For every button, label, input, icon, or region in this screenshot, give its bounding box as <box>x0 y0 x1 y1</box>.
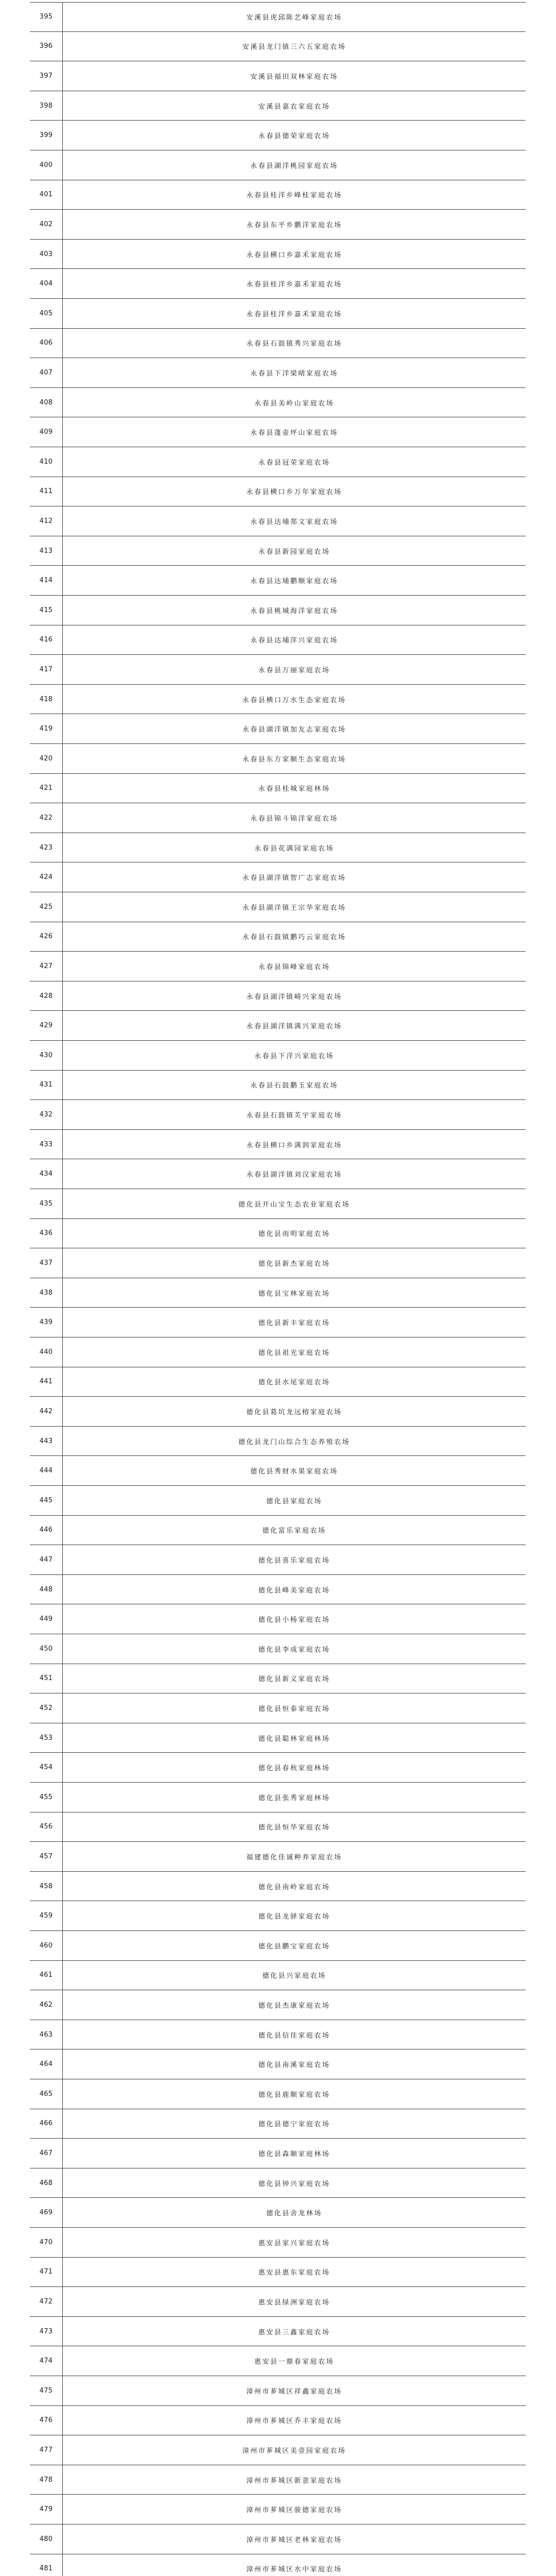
row-number-cell: 478 <box>39 2476 53 2484</box>
farm-name-cell: 德化县南岭家庭农场 <box>258 1883 331 1891</box>
row-number-cell: 445 <box>39 1496 53 1504</box>
row-number-cell: 471 <box>39 2268 53 2276</box>
table-row <box>30 1872 526 1902</box>
farm-name-cell: 永春县桂城家庭林场 <box>258 785 331 793</box>
farm-name-cell: 漳州市芗城区祥鑫家庭农场 <box>246 2387 342 2396</box>
row-number-cell: 455 <box>39 1793 53 1801</box>
table-row <box>30 1961 526 1991</box>
farm-name-cell: 福建德化佳诚种养家庭农场 <box>246 1853 342 1861</box>
farm-name-cell: 德化县龙驿家庭农场 <box>258 1913 331 1921</box>
farm-name-cell: 永春县德荣家庭农场 <box>258 132 331 141</box>
row-number-cell: 447 <box>39 1555 53 1564</box>
table-row <box>30 180 526 210</box>
table-row <box>30 596 526 625</box>
farm-name-cell: 漳州市芗城区老林家庭农场 <box>246 2536 342 2544</box>
row-number-cell: 465 <box>39 2090 53 2098</box>
farm-name-cell: 德化县张秀家庭林场 <box>258 1794 331 1802</box>
row-number-cell: 448 <box>39 1585 53 1594</box>
row-number-cell: 467 <box>39 2149 53 2157</box>
row-number-cell: 466 <box>39 2120 53 2128</box>
row-number-cell: 399 <box>39 131 53 140</box>
farm-name-cell: 德化县家庭农场 <box>266 1497 322 1505</box>
table-row <box>30 1842 526 1872</box>
farm-name-cell: 德化县雨明家庭农场 <box>258 1230 331 1239</box>
table-row <box>30 2258 526 2287</box>
farm-name-cell: 德化县新丰家庭农场 <box>258 1319 331 1328</box>
farm-name-cell: 永春县横口万水生态家庭农场 <box>242 696 346 704</box>
row-number-cell: 460 <box>39 1941 53 1950</box>
table-row <box>30 2198 526 2228</box>
row-number-cell: 449 <box>39 1615 53 1623</box>
row-number-cell: 450 <box>39 1645 53 1653</box>
table-row <box>30 1901 526 1931</box>
table-row <box>30 2228 526 2258</box>
farm-name-cell: 德化县杰康家庭农场 <box>258 2002 331 2010</box>
farm-name-cell: 永春县达埔郑文家庭农场 <box>250 518 338 526</box>
farm-name-cell: 永春县石鼓鹏玉家庭农场 <box>250 1082 338 1090</box>
row-number-cell: 408 <box>39 398 53 406</box>
table-row <box>30 388 526 418</box>
row-number-cell: 477 <box>39 2446 53 2454</box>
table-row <box>30 2079 526 2109</box>
row-number-cell: 432 <box>39 1110 53 1118</box>
table-row <box>30 1575 526 1605</box>
table-row <box>30 1248 526 1278</box>
row-number-cell: 479 <box>39 2505 53 2514</box>
farm-name-cell: 永春县冠荣家庭农场 <box>258 459 331 467</box>
row-number-cell: 458 <box>39 1882 53 1890</box>
farm-name-cell: 永春县新园家庭农场 <box>258 548 331 556</box>
row-number-cell: 472 <box>39 2297 53 2306</box>
table-row <box>30 2317 526 2347</box>
table-row <box>30 240 526 269</box>
farm-name-cell: 永春县东平乡鹏洋家庭农场 <box>246 221 342 229</box>
table-row <box>30 2524 526 2554</box>
row-number-cell: 429 <box>39 1022 53 1030</box>
farm-name-cell: 永春县桂洋乡峰桂家庭农场 <box>246 192 342 200</box>
row-number-cell: 443 <box>39 1437 53 1445</box>
farm-name-cell: 安溪县福田双林家庭农场 <box>250 73 338 81</box>
row-number-cell: 433 <box>39 1140 53 1148</box>
farm-name-cell: 惠安县一鼎春家庭农场 <box>254 2358 334 2366</box>
farm-name-cell: 德化县信佳家庭农场 <box>258 2031 331 2040</box>
farm-name-cell: 安溪县虎邱陈艺峰家庭农场 <box>246 14 342 22</box>
farm-name-cell: 德化县新杰家庭农场 <box>258 1260 331 1268</box>
table-row <box>30 150 526 180</box>
row-number-cell: 457 <box>39 1852 53 1860</box>
table-row <box>30 91 526 121</box>
table-row <box>30 2020 526 2050</box>
table-row <box>30 2 526 32</box>
table-row <box>30 625 526 655</box>
table-row <box>30 1100 526 1130</box>
row-number-cell: 400 <box>39 161 53 169</box>
farm-name-cell: 永春县湖洋镇崎兴家庭农场 <box>246 993 342 1001</box>
table-row <box>30 61 526 91</box>
farm-name-cell: 永春县下洋梁晴家庭农场 <box>250 369 338 378</box>
farm-name-cell: 永春县湖洋镇加友志家庭农场 <box>242 726 346 734</box>
row-number-cell: 464 <box>39 2060 53 2069</box>
farm-name-cell: 永春县东方家顺生态家庭农场 <box>242 755 346 764</box>
table-row <box>30 2168 526 2198</box>
table-row <box>30 1516 526 1546</box>
table-row <box>30 1753 526 1783</box>
farm-name-cell: 永春县湖洋桃园家庭农场 <box>250 162 338 170</box>
table-row <box>30 417 526 447</box>
row-number-cell: 434 <box>39 1170 53 1178</box>
row-number-cell: 456 <box>39 1823 53 1831</box>
row-number-cell: 463 <box>39 2030 53 2039</box>
row-number-cell: 412 <box>39 517 53 525</box>
table-row <box>30 655 526 685</box>
farm-name-cell: 德化县南溪家庭农场 <box>258 2061 331 2070</box>
row-number-cell: 475 <box>39 2386 53 2395</box>
table-row <box>30 1071 526 1100</box>
table-row <box>30 1783 526 1812</box>
row-number-cell: 441 <box>39 1378 53 1386</box>
row-number-cell: 405 <box>39 309 53 317</box>
row-number-cell: 420 <box>39 754 53 762</box>
table-row <box>30 32 526 62</box>
farm-name-cell: 惠安县三鑫家庭农场 <box>258 2328 331 2336</box>
table-row <box>30 1219 526 1249</box>
table-row <box>30 1634 526 1664</box>
table-row <box>30 1931 526 1961</box>
table-row <box>30 2376 526 2406</box>
farm-name-cell: 德化县恒华家庭农场 <box>258 1824 331 1832</box>
farm-name-cell: 永春县湖洋镇刘汉家庭农场 <box>246 1171 342 1179</box>
row-number-cell: 419 <box>39 725 53 733</box>
table-row <box>30 2465 526 2495</box>
farm-name-cell: 德化县德宁家庭农场 <box>258 2121 331 2129</box>
farm-name-cell: 永春县湖洋镇满兴家庭农场 <box>246 1023 342 1031</box>
table-row <box>30 1545 526 1575</box>
farm-name-cell: 漳州市芗城区美壹园家庭农场 <box>242 2447 346 2455</box>
row-number-cell: 473 <box>39 2327 53 2335</box>
farm-name-cell: 惠安县绿洲家庭农场 <box>258 2298 331 2307</box>
farm-name-cell: 德化县春秋家庭林场 <box>258 1765 331 1773</box>
row-number-cell: 407 <box>39 368 53 377</box>
row-number-cell: 452 <box>39 1704 53 1712</box>
farm-name-cell: 德化县龙门山综合生态养殖农场 <box>238 1438 350 1446</box>
table-row <box>30 536 526 566</box>
table-row <box>30 952 526 981</box>
row-number-cell: 413 <box>39 547 53 555</box>
table-row <box>30 2406 526 2436</box>
row-number-cell: 427 <box>39 962 53 970</box>
table-row <box>30 1604 526 1634</box>
row-number-cell: 470 <box>39 2238 53 2246</box>
farm-name-cell: 德化县峰美家庭农场 <box>258 1586 331 1595</box>
table-row <box>30 447 526 477</box>
row-number-cell: 446 <box>39 1526 53 1534</box>
row-number-cell: 468 <box>39 2179 53 2187</box>
farm-name-cell: 德化县鹿顺家庭农场 <box>258 2091 331 2099</box>
table-row <box>30 981 526 1011</box>
row-number-cell: 421 <box>39 784 53 792</box>
farm-name-cell: 德化县兴家庭农场 <box>262 1972 326 1980</box>
farm-name-cell: 德化县舍龙林场 <box>266 2210 322 2218</box>
farm-name-cell: 漳州市芗城区骏德家庭农场 <box>246 2506 342 2515</box>
table-row <box>30 1664 526 1694</box>
row-number-cell: 401 <box>39 191 53 199</box>
table-row <box>30 506 526 536</box>
row-number-cell: 451 <box>39 1674 53 1683</box>
farm-name-cell: 德化县小杨家庭农场 <box>258 1616 331 1624</box>
table-row <box>30 2346 526 2376</box>
farm-name-cell: 永春县湖洋镇王宗华家庭农场 <box>242 904 346 912</box>
table-row <box>30 2139 526 2168</box>
farm-name-cell: 德化县森顺家庭林场 <box>258 2150 331 2158</box>
table-row <box>30 477 526 507</box>
farm-name-cell: 永春县桃城海洋家庭农场 <box>250 607 338 615</box>
table-row <box>30 1189 526 1219</box>
farm-name-cell: 惠安县惠东家庭农场 <box>258 2269 331 2277</box>
table-row <box>30 2495 526 2524</box>
row-number-cell: 442 <box>39 1407 53 1415</box>
row-number-cell: 424 <box>39 873 53 882</box>
table-row <box>30 2109 526 2139</box>
farm-name-cell: 永春县湖洋镇智广志家庭农场 <box>242 874 346 883</box>
table-row <box>30 1308 526 1337</box>
row-number-cell: 440 <box>39 1348 53 1356</box>
farm-name-cell: 永春县达埔鹏顺家庭农场 <box>250 578 338 586</box>
table-row <box>30 1812 526 1842</box>
row-number-cell: 423 <box>39 843 53 852</box>
farm-name-cell: 永春县达埔萍兴家庭农场 <box>250 637 338 645</box>
farm-name-cell: 德化县水尾家庭农场 <box>258 1379 331 1387</box>
row-number-cell: 476 <box>39 2416 53 2425</box>
row-number-cell: 439 <box>39 1318 53 1327</box>
table-row <box>30 1990 526 2020</box>
row-number-cell: 397 <box>39 72 53 80</box>
table-row <box>30 1367 526 1397</box>
table-row <box>30 1159 526 1189</box>
row-number-cell: 414 <box>39 577 53 585</box>
farm-name-cell: 永春县石鼓镇鹏巧云家庭农场 <box>242 934 346 942</box>
row-number-cell: 430 <box>39 1051 53 1059</box>
table-row <box>30 1130 526 1160</box>
table-row <box>30 2287 526 2317</box>
row-number-cell: 417 <box>39 665 53 673</box>
table-row <box>30 1041 526 1071</box>
table-row <box>30 892 526 922</box>
table-row <box>30 269 526 299</box>
farm-name-cell: 德化富乐家庭农场 <box>262 1527 326 1535</box>
farm-name-cell: 德化县秀财水果家庭农场 <box>250 1468 338 1476</box>
table-row <box>30 1337 526 1367</box>
table-row <box>30 2049 526 2079</box>
table-row <box>30 2435 526 2465</box>
table-row <box>30 833 526 863</box>
farm-name-cell: 德化县聪林家庭林场 <box>258 1735 331 1743</box>
table-row <box>30 862 526 892</box>
table-row <box>30 1011 526 1041</box>
row-number-cell: 453 <box>39 1734 53 1742</box>
farm-name-cell: 永春县万丽家庭农场 <box>258 666 331 674</box>
farm-name-cell: 漳州市芗城区水中家庭农场 <box>246 2566 342 2574</box>
farm-name-cell: 永春县蓬壶坪山家庭农场 <box>250 429 338 437</box>
row-number-cell: 416 <box>39 636 53 644</box>
farm-name-cell: 永春县锦峰家庭农场 <box>258 963 331 971</box>
table-row <box>30 299 526 329</box>
farm-name-cell: 德化县开山宝生态农业家庭农场 <box>238 1200 350 1209</box>
row-number-cell: 444 <box>39 1467 53 1475</box>
farm-name-cell: 德化县宝林家庭农场 <box>258 1290 331 1298</box>
table-row <box>30 714 526 744</box>
table-row <box>30 121 526 150</box>
table-row <box>30 1278 526 1308</box>
row-number-cell: 406 <box>39 339 53 347</box>
farm-name-cell: 永春县锦斗锦洋家庭农场 <box>250 815 338 823</box>
farm-name-cell: 德化县葛坑龙远榕家庭农场 <box>246 1408 342 1416</box>
farm-name-cell: 德化县钟兴家庭农场 <box>258 2180 331 2188</box>
row-number-cell: 398 <box>39 101 53 110</box>
farm-name-cell: 永春县花满园家庭农场 <box>254 844 334 853</box>
row-number-cell: 425 <box>39 903 53 911</box>
farm-name-cell: 德化县喜乐家庭农场 <box>258 1556 331 1565</box>
farm-name-cell: 永春县横口乡嘉禾家庭农场 <box>246 251 342 259</box>
table-row <box>30 744 526 774</box>
row-number-cell: 431 <box>39 1081 53 1089</box>
table-row <box>30 922 526 952</box>
table-row <box>30 1486 526 1516</box>
row-number-cell: 404 <box>39 280 53 288</box>
row-number-cell: 480 <box>39 2535 53 2543</box>
table-row <box>30 2554 526 2576</box>
table-row <box>30 1693 526 1723</box>
farm-name-cell: 永春县石鼓镇芙宇家庭农场 <box>246 1111 342 1120</box>
table-row <box>30 1427 526 1456</box>
farm-name-cell: 永春县桂洋乡嘉禾家庭农场 <box>246 310 342 318</box>
row-number-cell: 462 <box>39 2001 53 2009</box>
row-number-cell: 428 <box>39 992 53 1000</box>
row-number-cell: 426 <box>39 933 53 941</box>
farm-name-cell: 惠安县家兴家庭农场 <box>258 2239 331 2247</box>
row-number-cell: 461 <box>39 1971 53 1979</box>
table-row <box>30 358 526 388</box>
table-row <box>30 685 526 715</box>
table-row <box>30 329 526 359</box>
row-number-cell: 437 <box>39 1259 53 1267</box>
row-number-cell: 409 <box>39 428 53 436</box>
farm-name-cell: 永春县下洋兴家庭农场 <box>254 1052 334 1060</box>
row-number-cell: 454 <box>39 1764 53 1772</box>
farm-name-cell: 德化县李成家庭农场 <box>258 1646 331 1654</box>
row-number-cell: 395 <box>39 13 53 21</box>
table-row <box>30 1723 526 1753</box>
table-row <box>30 566 526 596</box>
farm-name-cell: 德化县恒泰家庭农场 <box>258 1705 331 1713</box>
row-number-cell: 474 <box>39 2357 53 2365</box>
row-number-cell: 436 <box>39 1229 53 1238</box>
farm-name-cell: 安溪县龙门镇三六五家庭农场 <box>242 43 346 52</box>
row-number-cell: 402 <box>39 220 53 228</box>
row-number-cell: 438 <box>39 1289 53 1297</box>
row-number-cell: 459 <box>39 1912 53 1920</box>
table-row <box>30 803 526 833</box>
row-number-cell: 435 <box>39 1199 53 1208</box>
table-row <box>30 1456 526 1486</box>
farm-name-cell: 永春县横口乡万年家庭农场 <box>246 488 342 497</box>
farm-name-cell: 德化县新义家庭农场 <box>258 1675 331 1684</box>
row-number-cell: 415 <box>39 606 53 614</box>
farm-name-cell: 德化县祖光家庭农场 <box>258 1349 331 1357</box>
table-row <box>30 774 526 804</box>
farm-name-cell: 永春县美岭山家庭农场 <box>254 399 334 408</box>
row-number-cell: 418 <box>39 695 53 703</box>
row-number-cell: 410 <box>39 457 53 466</box>
farm-name-cell: 永春县石鼓镇秀兴家庭农场 <box>246 340 342 348</box>
farm-name-cell: 漳州市芗城区乔丰家庭农场 <box>246 2417 342 2426</box>
farm-name-cell: 安溪县嘉农家庭农场 <box>258 103 331 111</box>
row-number-cell: 422 <box>39 814 53 822</box>
row-number-cell: 403 <box>39 250 53 258</box>
row-number-cell: 411 <box>39 487 53 496</box>
row-number-cell: 469 <box>39 2209 53 2217</box>
farm-name-cell: 永春县横口乡满润家庭农场 <box>246 1141 342 1149</box>
farm-name-cell: 永春县桂洋乡嘉禾家庭农场 <box>246 281 342 289</box>
farm-name-cell: 漳州市芗城区新意家庭农场 <box>246 2477 342 2485</box>
row-number-cell: 396 <box>39 42 53 50</box>
table-row <box>30 210 526 240</box>
table-row <box>30 1397 526 1427</box>
farm-name-cell: 德化县鹏宝家庭农场 <box>258 1942 331 1951</box>
row-number-cell: 481 <box>39 2565 53 2573</box>
